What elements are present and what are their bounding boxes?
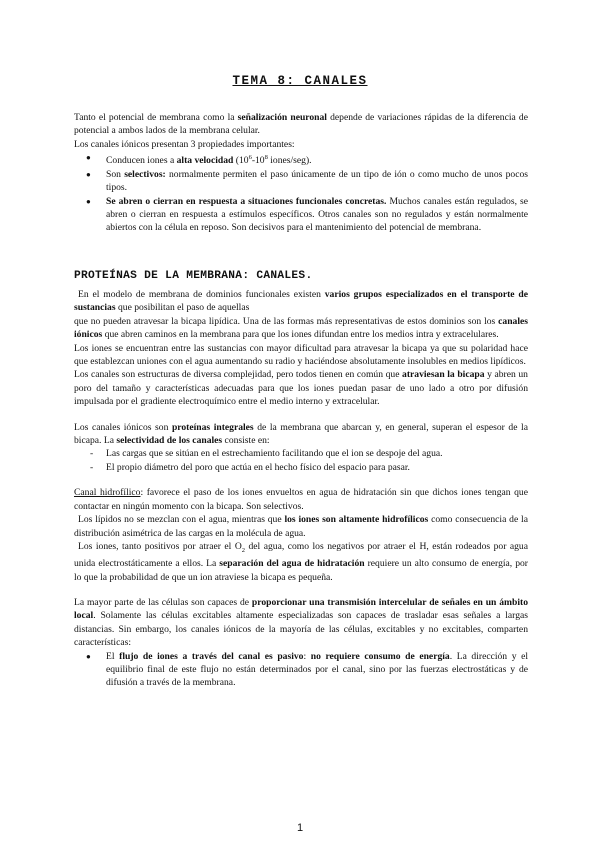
properties-intro: Los canales iónicos presentan 3 propiedades importantes:	[74, 138, 295, 150]
list-item: ● El flujo de iones a través del canal es pasivo: no requiere consumo de energía. La dirección y el equilibrio final de este flujo no están determinados por el canal, sino por las fuerzas electrostáticas y de difusión a través de la membrana.	[74, 650, 528, 690]
paragraph: Los iones se encuentran entre las sustancias con mayor dificultad para atravesar la bicapa ya que su polaridad hace que establezcan uniones con el agua aumentando su radio y haciéndose absolutamente insolubles en medios lipídicos.	[74, 342, 528, 368]
list-item: - Las cargas que se sitúan en el estrechamiento facilitando que el ion se despoje del agua.	[74, 447, 528, 460]
paragraph: que no pueden atravesar la bicapa lipídica. Una de las formas más representativas de estos dominios son los canales iónicos que abren caminos en la membrana para que los iones difundan entre los medios intra y extracelulares.	[74, 315, 528, 341]
list-item: - El propio diámetro del poro que actúa en el hecho físico del espacio para pasar.	[74, 461, 528, 474]
page-number: 1	[296, 822, 304, 834]
paragraph: Los iones, tanto positivos por atraer el $O_2$ del agua, como los negativos por atraer el H, están rodeados por agua unida electrostáticamente a ellos. La separación del agua de hidratación requiere un alto consumo de energía, por lo que la probabilidad de que un ion atraviese la bicapa es pequeña.	[74, 540, 528, 583]
section-body	[74, 288, 528, 690]
list-item: ● Son selectivos: normalmente permiten el paso únicamente de un tipo de ión o como mucho de unos pocos tipos.	[74, 168, 528, 195]
properties-list	[74, 151, 528, 235]
list-item: ● Se abren o cierran en respuesta a situaciones funcionales concretas. Muchos canales están regulados, se abren o cierran en respuesta a estímulos específicos. Otros canales son no regulados y están normalmente abiertos con la célula en reposo. Son decisivos para el mantenimiento del potencial de membrana.	[74, 195, 528, 235]
paragraph: Los canales son estructuras de diversa complejidad, pero todos tienen en común que atraviesan la bicapa y abren un poro del tamaño y características adecuadas para que los iones puedan pasar de uno lado a otro por difusión impulsada por el gradiente electroquímico entre el medio interno y extracelular.	[74, 369, 528, 408]
list-item: ● Conducen iones a alta velocidad ($10^6-10^8$ iones/seg).	[74, 151, 528, 168]
intro-paragraph: Tanto el potencial de membrana como la señalización neuronal depende de variaciones rápidas de la diferencia de potencial a ambos lados de la membrana celular.	[74, 112, 528, 137]
intro-block	[74, 111, 528, 235]
characteristics-list	[74, 650, 528, 690]
paragraph: En el modelo de membrana de dominios funcionales existen varios grupos especializados en el transporte de sustancias que posibilitan el paso de aquellas	[74, 289, 529, 314]
paragraph: Canal hidrofílico: favorece el paso de los iones envueltos en agua de hidratación sin que dichos iones tengan que contactar en ningún momento con la bicapa. Son selectivos.	[74, 487, 528, 512]
section-heading: PROTEÍNAS DE LA MEMBRANA: CANALES.	[74, 270, 313, 282]
paragraph: Los canales iónicos son proteínas integrales de la membrana que abarcan y, en general, superan el espesor de la bicapa. La selectividad de los canales consiste en:	[74, 421, 528, 447]
page-title: TEMA 8: CANALES	[232, 74, 368, 88]
paragraph: Los lípidos no se mezclan con el agua, mientras que los iones son altamente hidrofílicos como consecuencia de la distribución asimétrica de las cargas en la molécula de agua.	[74, 514, 528, 539]
selectivity-list	[74, 447, 528, 474]
paragraph: La mayor parte de las células son capaces de proporcionar una transmisión intercelular de señales en un ámbito local. Solamente las células excitables altamente especializadas son capaces de trasladar esas señales a largas distancias. Sin embargo, los canales iónicos de la mayoría de las células, excitables y no excitables, comparten características:	[74, 597, 528, 649]
